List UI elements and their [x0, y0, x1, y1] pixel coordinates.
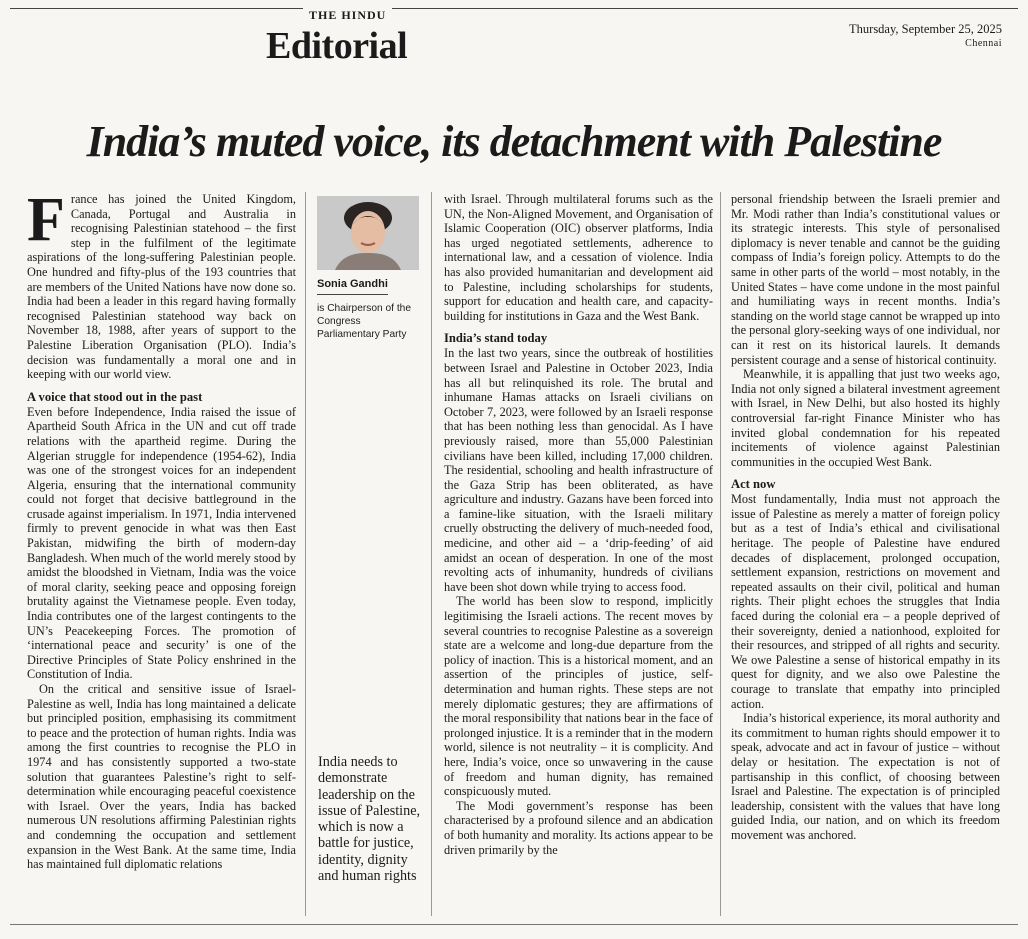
paragraph: Even before Independence, India raised the issue of Apartheid South Africa in the UN and cut off trade relations with the apartheid regime. During the Algerian struggle for independence (1954-62), India was one of the strongest voices for an independent Algeria, ensuring that the international community could not forget that decisive battleground in the crusade against imperialism. In 1971, India intervened firmly to prevent genocide in what was then East Pakistan, midwifing the birth of modern-day Bangladesh. When much of the world merely stood by amidst the bloodshed in Vietnam, India was the voice of moral clarity, seeking peace and opposing foreign brutality against the Vietnamese people. Even today, India contributes one of the largest contingents to the UN’s Peacekeeping Forces. The promotion of ‘international peace and security’ is one of the Directive Principles of State Policy enshrined in the Constitution of India. — [27, 404, 296, 682]
article-column-2 — [444, 192, 713, 857]
paragraph: personal friendship between the Israeli premier and Mr. Modi rather than India’s constitutional values or its strategic interests. This style of personalised diplomacy is never tenable and cannot be the guiding compass of India’s foreign policy. Attempts to do the same in other parts of the world – most notably, in the United States – have come undone in the most painful and humiliating ways in recent months. India’s standing on the world stage cannot be wrapped up into the personal glory-seeking ways of one individual, nor can it rest on its historical laurels. It demands persistent courage and a sense of historical continuity. — [731, 192, 1000, 367]
paragraph: In the last two years, since the outbreak of hostilities between Israel and Palestine in October 2023, India has all but relinquished its role. The brutal and inhumane Hamas attacks on Israeli civilians on October 7, 2023, were followed by an Israeli response that has been nothing less than genocidal. As I have previously raised, more than 55,000 Palestinian civilians have been killed, including 17,000 children. The residential, schooling and health infrastructure of the Gaza Strip has been obliterated, as have agriculture and industry. Gazans have been forced into a famine-like situation, with the Israeli military cruelly obstructing the delivery of much-needed food, medicine, and other aid – a ‘drip-feeding’ of aid amidst an ocean of desperation. In one of the most revolting acts of inhumanity, hundreds of civilians have been shot down while trying to access food. — [444, 346, 713, 594]
paragraph: India’s historical experience, its moral authority and its commitment to human rights should empower it to speak, advocate and act in favour of justice – without delay or hesitation. The expectation is not of partisanship in this conflict, of choosing between Israel and Palestine. The expectation is of principled leadership, consistent with the values that have long guided India, our nation, and on which its freedom movement was anchored. — [731, 711, 1000, 842]
column-divider — [720, 192, 721, 916]
paragraph: On the critical and sensitive issue of Israel-Palestine as well, India has long maintained a delicate but principled position, emphasising its commitment to peace and the protection of human rights. India was among the first countries to recognise the PLO in 1974 and has consistently supported a two-state solution that guarantees Palestine’s right to self-determination while encouraging peaceful coexistence with Israel. Over the years, India has backed numerous UN resolutions affirming Palestinian rights and condemning the occupation and settlement expansion in the West Bank. At the same time, India has maintained full diplomatic relations — [27, 682, 296, 872]
lead-paragraph: France has joined the United Kingdom, Canada, Portugal and Australia in recognising Palestinian statehood – the first step in the fulfilment of the legitimate aspirations of the long-suffering Palestinian people. One hundred and fifty-plus of the 193 countries that are members of the United Nations have now done so. India had been a leader in this regard having formally recognised Palestinian statehood way back on November 18, 1988, after years of support to the Palestine Liberation Organisation (PLO). India’s decision was fundamentally a moral one and in keeping with our world view. — [27, 186, 296, 382]
bottom-rule — [10, 924, 1018, 925]
subheading-voice-past: A voice that stood out in the past — [27, 389, 203, 404]
article-column-1 — [27, 186, 296, 872]
pull-quote: India needs to demonstrate leadership on the issue of Palestine, which is now a battle for justice, identity, dignity and human rights — [318, 754, 421, 885]
subheading-stand-today: India’s stand today — [444, 331, 548, 346]
author-box — [317, 196, 421, 341]
author-name: Sonia Gandhi — [317, 278, 388, 295]
author-photo — [317, 196, 419, 270]
author-bio: is Chairperson of the Congress Parliamentary Party — [317, 303, 412, 340]
issue-date: Thursday, September 25, 2025 — [849, 22, 1002, 36]
dateline — [849, 22, 1002, 49]
drop-cap: F — [27, 186, 65, 254]
subheading-act-now: Act now — [731, 477, 776, 492]
edition-city: Chennai — [965, 38, 1002, 49]
article-column-3 — [731, 192, 1000, 843]
portrait-image — [317, 196, 419, 270]
column-divider — [431, 192, 432, 916]
paragraph: The world has been slow to respond, implicitly legitimising the Israeli actions. The recent moves by several countries to recognise Palestine as a sovereign state are a welcome and long-due departure from the policy of inaction. This is a historical moment, and an assertion of the principles of justice, self-determination and human rights. These steps are not merely diplomatic gestures; they are affirmations of the moral responsibility that nations bear in the face of prolonged injustice. It is a reminder that in the modern world, silence is not neutrality – it is complicity. And here, India’s voice, once so unwavering in the cause of freedom and human dignity, has remained conspicuously muted. — [444, 594, 713, 799]
paragraph: Most fundamentally, India must not approach the issue of Palestine as merely a matter of foreign policy but as a test of India’s ethical and civilisational heritage. The people of Palestine have endured decades of displacement, prolonged occupation, settlement expansion, restrictions on movement and repeated assaults on their civil, political and human rights. Their plight echoes the struggles that India faced during the colonial era – a people deprived of their sovereignty, denied a nationhood, exploited for their resources, and stripped of all rights and security. We owe Palestine a sense of historical empathy in its quest for dignity, and we also owe Palestine the courage to translate that empathy into principled action. — [731, 492, 1000, 711]
masthead-rule — [10, 8, 1018, 9]
column-divider — [305, 192, 306, 916]
section-title: Editorial — [266, 25, 408, 67]
paragraph: The Modi government’s response has been characterised by a profound silence and an abdication of both humanity and morality. Its actions appear to be driven primarily by the — [444, 798, 713, 857]
paragraph: with Israel. Through multilateral forums such as the UN, the Non-Aligned Movement, and Organisation of Islamic Cooperation (OIC) observer platforms, India has urged negotiated settlements, adherence to international law, and a cessation of violence. India has also provided humanitarian and development aid to Palestine, including scholarships for students, support for education and health care, and capacity-building for institutions in Gaza and the West Bank. — [444, 192, 713, 323]
newspaper-name: THE HINDU — [303, 8, 392, 23]
paragraph: Meanwhile, it is appalling that just two weeks ago, India not only signed a bilateral investment agreement with Israel, in New Delhi, but also hosted its highly controversial far-right Finance Minister who has invited global condemnation for his repeated incitements of violence against Palestinian communities in the occupied West Bank. — [731, 367, 1000, 469]
article-headline: India’s muted voice, its detachment with Palestine — [86, 117, 942, 166]
